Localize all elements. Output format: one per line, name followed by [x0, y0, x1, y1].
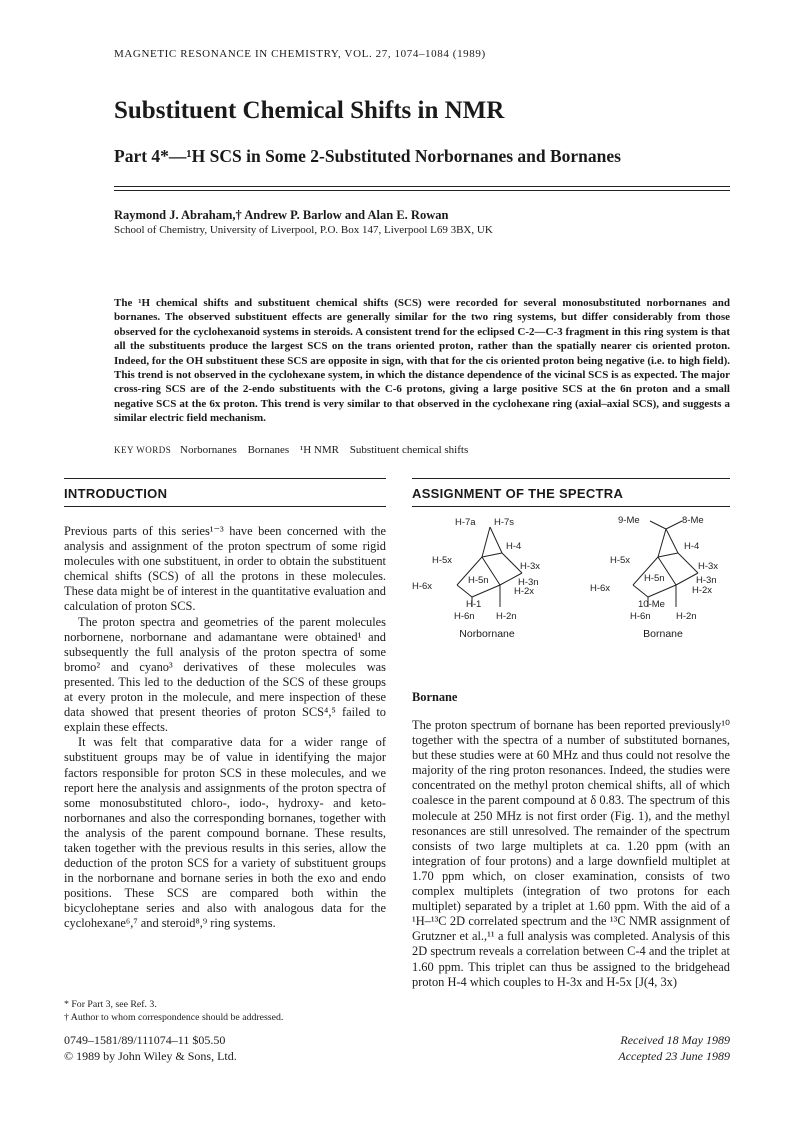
- keyword: Substituent chemical shifts: [349, 444, 469, 456]
- atom-label: H-1: [466, 599, 482, 610]
- assign-heading: ASSIGNMENT OF THE SPECTRA: [412, 486, 624, 501]
- bond: [482, 553, 502, 557]
- bond: [472, 585, 500, 597]
- bond: [658, 529, 666, 557]
- bond: [666, 529, 678, 553]
- intro-paragraph: Previous parts of this series¹⁻³ have been concerned with the analysis and assignment of the proton spectrum of some rigid molecules with one substituent, in order to obtain the substituent chemical shifts (SCS) of all the protons in these molecules. These data might be of interest in the quantitative evaluation and calculation of proton SCS.: [64, 524, 386, 614]
- intro-heading: INTRODUCTION: [64, 486, 168, 501]
- keyword: ¹H NMR: [299, 444, 339, 456]
- atom-label: H-5n: [468, 575, 489, 586]
- dates: [580, 1032, 730, 1064]
- atom-label: H-6x: [590, 583, 611, 594]
- bond: [482, 527, 490, 557]
- bond: [678, 553, 698, 573]
- title-rule-top: [114, 186, 730, 187]
- atom-label: H-3n: [518, 577, 539, 588]
- accepted-date: Accepted 23 June 1989: [618, 1049, 730, 1063]
- atom-label: H-5x: [432, 555, 453, 566]
- bornane-caption: Bornane: [643, 628, 683, 640]
- footnotes: [64, 998, 283, 1024]
- norbornane-caption: Norbornane: [459, 628, 515, 640]
- bond: [502, 553, 522, 573]
- atom-label: H-6n: [630, 611, 651, 622]
- atom-label: 8-Me: [682, 515, 704, 526]
- assign-rule-under: [412, 506, 730, 507]
- atom-label: H-3x: [520, 561, 541, 572]
- affiliation: School of Chemistry, University of Liverpool, P.O. Box 147, Liverpool L69 3BX, UK: [114, 224, 493, 236]
- keyword: Norbornanes: [180, 444, 237, 456]
- bornane-text: [412, 718, 730, 990]
- intro-rule: [64, 478, 386, 479]
- bornane-paragraph: The proton spectrum of bornane has been reported previously¹⁰ together with the spectra of a number of substituted bornanes, but these studies were at 60 MHz and thus could not resolve the majority of the ring proton resonances. Indeed, the studies were concentrated on the methyl proton chemical shifts, all of which coalesce in the parent compound at δ 0.83. The spectrum of this molecule at 250 MHz is not first order (Fig. 1), and the methyl resonances are still unresolved. The remainder of the spectrum consists of two large multiplets at ca. 1.20 ppm (with an integration of four protons) and a large downfield multiplet at 1.70 ppm which, on closer examination, consists of two complex multiplets (integration of two protons for each multiplet) separated by a triplet at 1.60 ppm. With the aid of a ¹H–¹³C 2D correlated spectrum and the ¹³C NMR assignment of Grutzner et al.,¹¹ a full analysis was completed. Analysis of this 2D spectrum reveals a correlation between C-4 and the triplet at 1.60 ppm. This triplet can thus be assigned to the bridgehead proton H-4 which couples to H-3x and H-5x [J(4, 3x): [412, 718, 730, 989]
- intro-text: [64, 524, 386, 932]
- article-title: Substituent Chemical Shifts in NMR: [114, 97, 505, 124]
- atom-label: H-3n: [696, 575, 717, 586]
- footnote: † Author to whom correspondence should be addressed.: [64, 1012, 284, 1023]
- atom-label: H-7s: [494, 517, 515, 528]
- atom-label: H-4: [506, 541, 522, 552]
- received-date: Received 18 May 1989: [620, 1033, 730, 1047]
- atom-label: H-3x: [698, 561, 719, 572]
- journal-header: MAGNETIC RESONANCE IN CHEMISTRY, VOL. 27, 1074–1084 (1989): [114, 48, 486, 60]
- abstract: The ¹H chemical shifts and substituent chemical shifts (SCS) were recorded for several monosubstituted norbornanes and bornanes. The observed substituent effects are generally similar for the two ring systems, but differ considerably from those observed for the cyclohexanoid systems in steroids. A consistent trend for the eclipsed C-2—C-3 fragment in this ring system is that all the substituents produce the largest SCS on the trans oriented proton, rather than the spatially nearer cis oriented proton. Indeed, for the OH substituent these SCS are opposite in sign, with that for the cis oriented proton being negative (i.e. to high field). This trend is not observed in the cyclohexane system, in which the distance dependence of the vicinal SCS is as expected. The major cross-ring SCS are of the 2-endo substituents with the C-6 protons, giving a large positive SCS at the 6n proton and a small negative SCS at the 6x proton. This trend is very similar to that observed in the cyclohexane ring (axial–axial SCS), and suggests a similar electric field mechanism.: [114, 297, 730, 425]
- atom-label: 9-Me: [618, 515, 640, 526]
- authors: Raymond J. Abraham,† Andrew P. Barlow and Alan E. Rowan: [114, 208, 449, 222]
- bond: [676, 573, 698, 585]
- atom-label: H-2n: [676, 611, 697, 622]
- intro-paragraph: The proton spectra and geometries of the parent molecules norbornene, norbornane and adamantane were obtained¹ and subsequently the full analysis of the proton spectra of some bromo² and cyano³ derivatives of these molecules was presented. This led to the deduction of the SCS of these groups at every proton in the molecule, and mere inspection of these data showed that present theories of proton SCS⁴,⁵ failed to explain these effects.: [64, 614, 386, 735]
- atom-label: H-6x: [412, 581, 433, 592]
- atom-label: H-6n: [454, 611, 475, 622]
- bond: [666, 521, 682, 529]
- copyright: © 1989 by John Wiley & Sons, Ltd.: [64, 1049, 237, 1063]
- bornane-subheading: Bornane: [412, 690, 458, 704]
- bond: [648, 585, 676, 597]
- bond: [633, 585, 648, 597]
- atom-label: H-2x: [514, 586, 535, 597]
- intro-paragraph: It was felt that comparative data for a wider range of substituent groups may be of value in identifying the major factors responsible for proton SCS in these molecules, and we report here the analysis and assignments of the proton spectra of some monosubstituted chloro-, iodo-, hydroxy- and keto-norbornanes and also the corresponding bornanes, together with the analysis of the parent compound bornane. These results, taken together with the previous results in this series, allow the deduction of the proton SCS for a variety of substituent groups in the norbornane and bornane series in both the exo and endo positions. These SCS are compared both within the bicycloheptane series and also with analogous data for the cyclohexane⁶,⁷ and steroid⁸,⁹ ring systems.: [64, 735, 386, 931]
- assign-rule: [412, 478, 730, 479]
- article-code: 0749–1581/89/111074–11 $05.50: [64, 1033, 226, 1047]
- keywords-label: KEY WORDS: [114, 445, 172, 455]
- bond: [658, 553, 678, 557]
- keywords: [114, 444, 476, 456]
- atom-label: H-4: [684, 541, 700, 552]
- norbornane-structure: [412, 515, 562, 627]
- atom-label: H-5n: [644, 573, 665, 584]
- bond: [490, 527, 502, 553]
- atom-label: H-2x: [692, 585, 713, 596]
- intro-rule-under: [64, 506, 386, 507]
- bond: [650, 521, 666, 529]
- atom-label: 10-Me: [638, 599, 665, 610]
- footnote: * For Part 3, see Ref. 3.: [64, 999, 157, 1010]
- bornane-structure: [588, 515, 738, 627]
- atom-label: H-7a: [455, 517, 476, 528]
- atom-label: H-2n: [496, 611, 517, 622]
- title-rule-bottom: [114, 190, 730, 191]
- bond: [457, 585, 472, 597]
- atom-label: H-5x: [610, 555, 631, 566]
- copyright-block: [64, 1032, 237, 1064]
- keyword: Bornanes: [247, 444, 290, 456]
- article-subtitle: Part 4*—¹H SCS in Some 2-Substituted Norbornanes and Bornanes: [114, 146, 621, 166]
